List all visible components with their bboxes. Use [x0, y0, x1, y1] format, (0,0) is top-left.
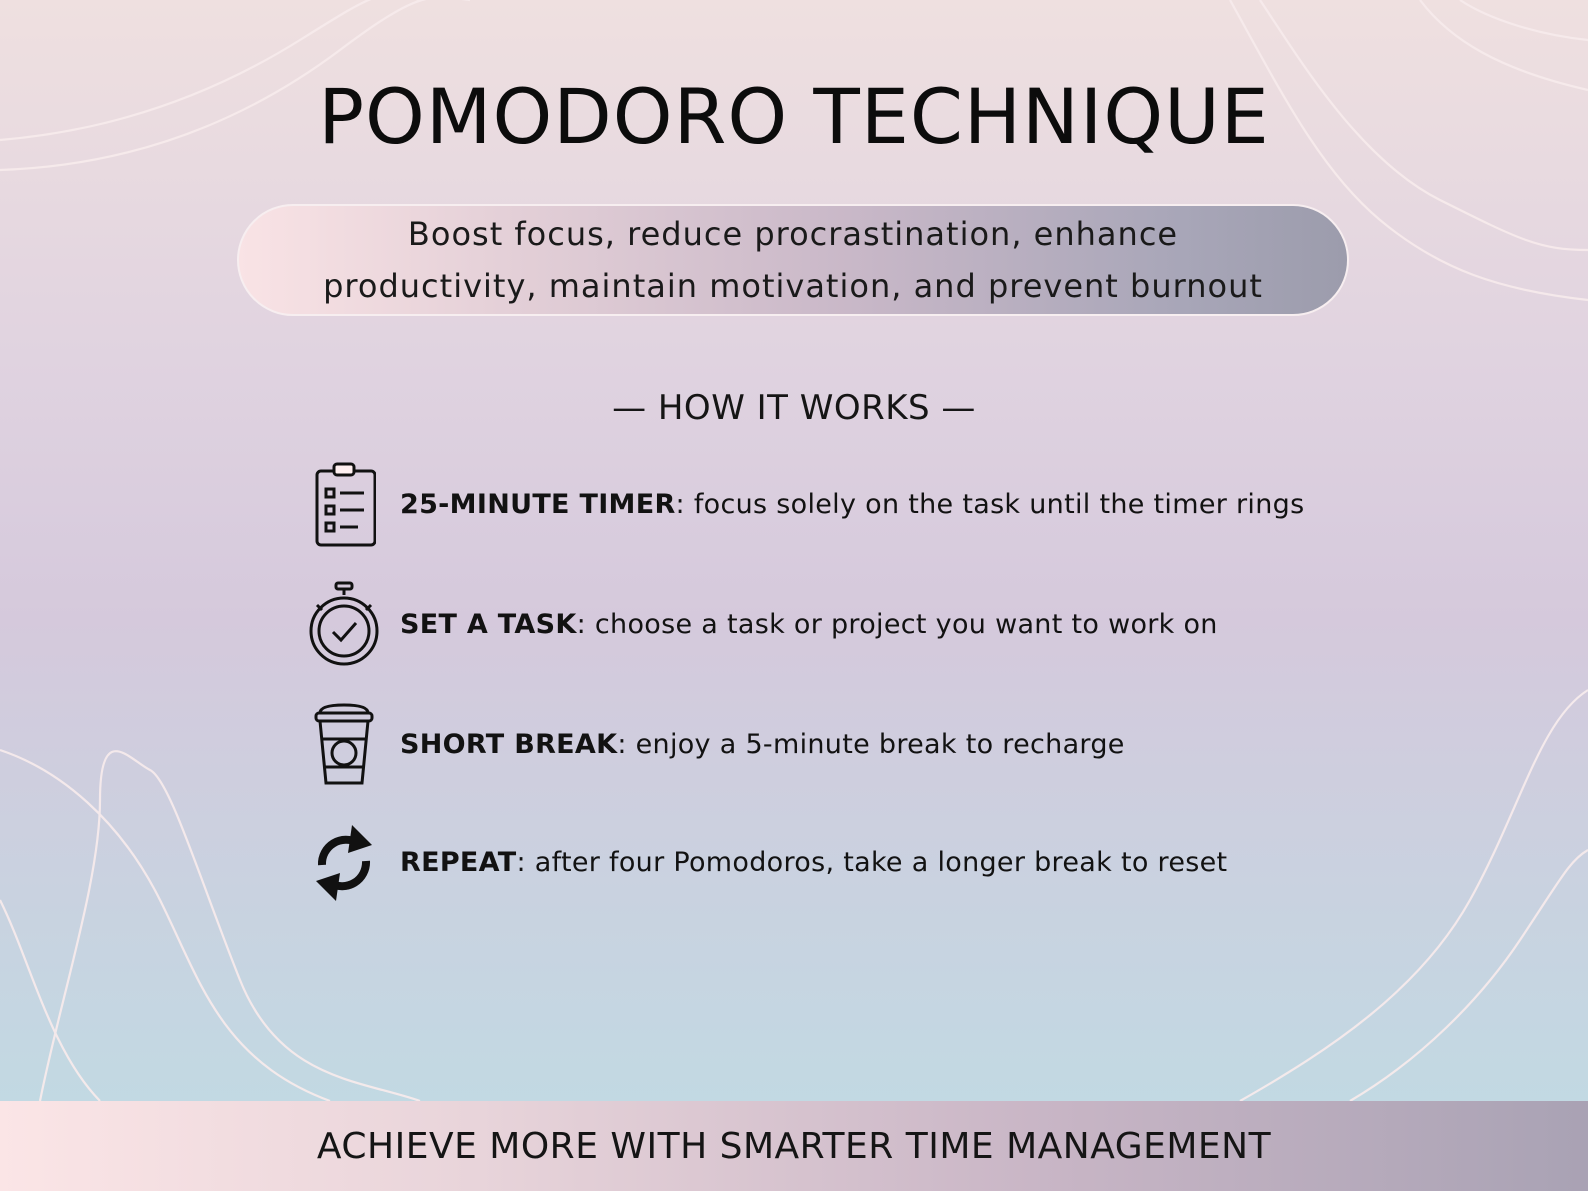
step-label: REPEAT: [400, 846, 517, 878]
step-text: [400, 609, 1218, 640]
step-text: [400, 847, 1227, 878]
step-label: SET A TASK: [400, 608, 577, 640]
step-description: after four Pomodoros, take a longer break to reset: [525, 846, 1228, 878]
tagline-text: [313, 208, 1273, 312]
step-description: enjoy a 5-minute break to recharge: [626, 728, 1125, 760]
step-label: 25-MINUTE TIMER: [400, 488, 676, 520]
refresh-cycle-icon: [308, 818, 380, 906]
step-break: [308, 700, 1125, 788]
step-repeat: [308, 818, 1227, 906]
tagline-line-2: productivity, maintain motivation, and prevent burnout: [323, 267, 1263, 305]
step-separator: :: [617, 728, 627, 760]
step-label: SHORT BREAK: [400, 728, 618, 760]
step-separator: :: [516, 846, 526, 878]
step-timer: [308, 460, 1304, 548]
step-description: focus solely on the task until the timer rings: [684, 488, 1305, 520]
clipboard-checklist-icon: [308, 460, 380, 548]
step-description: choose a task or project you want to work on: [586, 608, 1218, 640]
tagline-banner: [237, 204, 1349, 316]
tagline-line-1: Boost focus, reduce procrastination, enhance: [407, 215, 1179, 253]
step-task: [308, 580, 1218, 668]
step-separator: :: [675, 488, 685, 520]
coffee-cup-icon: [308, 700, 380, 788]
page-title: POMODORO TECHNIQUE: [318, 72, 1270, 161]
section-heading: — HOW IT WORKS —: [612, 388, 976, 428]
footer-banner: [0, 1101, 1588, 1191]
step-text: [400, 489, 1304, 520]
step-text: [400, 729, 1125, 760]
step-separator: :: [576, 608, 586, 640]
footer-text: ACHIEVE MORE WITH SMARTER TIME MANAGEMENT: [316, 1125, 1272, 1167]
stopwatch-check-icon: [308, 580, 380, 668]
